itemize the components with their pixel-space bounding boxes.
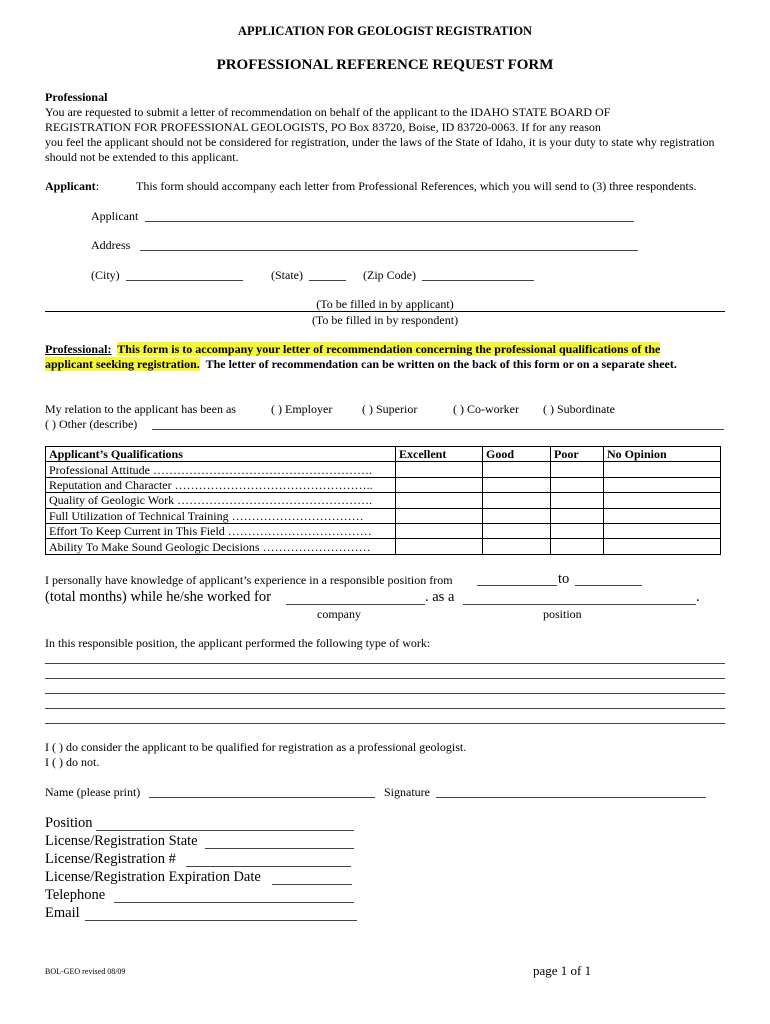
name-print-label: Name (please print) <box>45 785 141 799</box>
rating-cell-excellent[interactable] <box>396 477 483 492</box>
zip-line[interactable] <box>422 280 534 281</box>
note-filled-by-applicant: (To be filled in by applicant) <box>316 297 454 311</box>
relation-option-superior[interactable]: ( ) Superior <box>362 402 418 416</box>
qualification-label: Professional Attitude ………………………………………………. <box>46 462 396 477</box>
table-row <box>46 508 721 523</box>
work-description-line[interactable] <box>45 678 725 679</box>
line-end-period: . <box>696 589 700 605</box>
position-field-line[interactable] <box>96 830 354 831</box>
table-row <box>46 462 721 477</box>
rating-cell-excellent[interactable] <box>396 539 483 554</box>
applicant-section-label: Applicant: <box>45 179 100 193</box>
qualifications-table <box>45 446 721 555</box>
qualification-label: Effort To Keep Current in This Field ……………………………… <box>46 523 396 538</box>
address-field-label: Address <box>91 238 131 252</box>
form-code: BOL-GEO revised 08/09 <box>45 967 126 976</box>
rating-cell-poor[interactable] <box>551 508 604 523</box>
license-expiration-field-line[interactable] <box>272 884 352 885</box>
qualification-label: Reputation and Character ………………………………………….. <box>46 477 396 492</box>
relation-option-other[interactable]: ( ) Other (describe) <box>45 417 138 431</box>
zip-field-label: (Zip Code) <box>363 268 416 282</box>
table-row <box>46 493 721 508</box>
form-header-title: APPLICATION FOR GEOLOGIST REGISTRATION <box>237 24 533 38</box>
city-field-label: (City) <box>91 268 120 282</box>
work-description-line[interactable] <box>45 708 725 709</box>
license-state-field-label: License/Registration State <box>45 833 198 849</box>
intro-line: REGISTRATION FOR PROFESSIONAL GEOLOGISTS, PO Box 83720, Boise, ID 83720-0063. If for any reason <box>45 120 601 134</box>
signature-line[interactable] <box>436 797 706 798</box>
rating-cell-no-opinion[interactable] <box>604 477 721 492</box>
company-line[interactable] <box>286 604 425 605</box>
relation-option-employer[interactable]: ( ) Employer <box>271 402 333 416</box>
header-no-opinion: No Opinion <box>604 447 721 462</box>
license-state-field-line[interactable] <box>205 848 354 849</box>
rating-cell-good[interactable] <box>483 539 551 554</box>
rating-cell-poor[interactable] <box>551 539 604 554</box>
professional-notice-line-1: Professional: This form is to accompany your letter of recommendation concerning the professional qualifications of the <box>45 342 661 356</box>
qualification-label: Full Utilization of Technical Training …………………………… <box>46 508 396 523</box>
rating-cell-no-opinion[interactable] <box>604 539 721 554</box>
header-good: Good <box>483 447 551 462</box>
rating-cell-no-opinion[interactable] <box>604 462 721 477</box>
rating-cell-excellent[interactable] <box>396 462 483 477</box>
license-number-field-line[interactable] <box>186 866 351 867</box>
position-line[interactable] <box>463 604 696 605</box>
rating-cell-excellent[interactable] <box>396 523 483 538</box>
email-field-line[interactable] <box>85 920 357 921</box>
relation-prompt: My relation to the applicant has been as <box>45 402 236 416</box>
other-describe-line[interactable] <box>152 429 724 430</box>
intro-line: You are requested to submit a letter of recommendation on behalf of the applicant to the IDAHO STATE BOARD OF <box>45 105 611 119</box>
applicant-field-label: Applicant <box>91 209 139 223</box>
qualification-label: Quality of Geologic Work …………………………………………. <box>46 493 396 508</box>
to-label: to <box>558 571 570 587</box>
section-divider <box>45 311 725 312</box>
license-expiration-field-label: License/Registration Expiration Date <box>45 869 261 885</box>
intro-line: you feel the applicant should not be considered for registration, under the laws of the State of Idaho, it is your duty to state why registration <box>45 135 715 149</box>
rating-cell-excellent[interactable] <box>396 508 483 523</box>
work-description-line[interactable] <box>45 663 725 664</box>
email-field-label: Email <box>45 905 80 921</box>
license-number-field-label: License/Registration # <box>45 851 176 867</box>
to-date-line[interactable] <box>575 585 642 586</box>
rating-cell-good[interactable] <box>483 508 551 523</box>
table-header-row <box>46 447 721 462</box>
intro-line: should not be extended to this applicant. <box>45 150 239 164</box>
rating-cell-good[interactable] <box>483 493 551 508</box>
form-subtitle: PROFESSIONAL REFERENCE REQUEST FORM <box>216 57 554 73</box>
from-date-line[interactable] <box>477 585 557 586</box>
table-row <box>46 539 721 554</box>
rating-cell-excellent[interactable] <box>396 493 483 508</box>
work-description-line[interactable] <box>45 723 725 724</box>
header-qualifications: Applicant’s Qualifications <box>46 447 396 462</box>
work-type-prompt: In this responsible position, the applicant performed the following type of work: <box>45 636 431 650</box>
consider-not-qualified-option[interactable]: I ( ) do not. <box>45 755 100 769</box>
table-row <box>46 523 721 538</box>
rating-cell-good[interactable] <box>483 477 551 492</box>
rating-cell-good[interactable] <box>483 523 551 538</box>
applicant-section-text: This form should accompany each letter from Professional References, which you will send to (3) three respondents. <box>136 179 697 193</box>
signature-label: Signature <box>384 785 430 799</box>
company-caption: company <box>317 607 361 621</box>
work-description-line[interactable] <box>45 693 725 694</box>
relation-option-coworker[interactable]: ( ) Co-worker <box>453 402 519 416</box>
name-print-line[interactable] <box>149 797 375 798</box>
state-field-label: (State) <box>271 268 303 282</box>
rating-cell-no-opinion[interactable] <box>604 508 721 523</box>
header-poor: Poor <box>551 447 604 462</box>
rating-cell-poor[interactable] <box>551 523 604 538</box>
experience-line-2: (total months) while he/she worked for <box>45 589 271 605</box>
header-excellent: Excellent <box>396 447 483 462</box>
relation-option-subordinate[interactable]: ( ) Subordinate <box>543 402 615 416</box>
state-line[interactable] <box>309 280 346 281</box>
rating-cell-no-opinion[interactable] <box>604 523 721 538</box>
rating-cell-poor[interactable] <box>551 477 604 492</box>
position-field-label: Position <box>45 815 93 831</box>
applicant-name-line[interactable] <box>145 221 634 222</box>
rating-cell-poor[interactable] <box>551 493 604 508</box>
professional-notice-line-2: applicant seeking registration. The letter of recommendation can be written on the back of this form or on a separate sheet. <box>45 357 677 371</box>
position-caption: position <box>543 607 582 621</box>
experience-line-1: I personally have knowledge of applicant’s experience in a responsible position from <box>45 573 453 587</box>
consider-qualified-option[interactable]: I ( ) do consider the applicant to be qualified for registration as a professional geologist. <box>45 740 467 754</box>
table-row <box>46 477 721 492</box>
as-a-label: . as a <box>425 589 455 605</box>
rating-cell-no-opinion[interactable] <box>604 493 721 508</box>
qualification-label: Ability To Make Sound Geologic Decisions ……………………… <box>46 539 396 554</box>
rating-cell-poor[interactable] <box>551 462 604 477</box>
address-line[interactable] <box>140 250 638 251</box>
city-line[interactable] <box>126 280 243 281</box>
note-filled-by-respondent: (To be filled in by respondent) <box>311 313 459 327</box>
telephone-field-line[interactable] <box>114 902 354 903</box>
telephone-field-label: Telephone <box>45 887 106 903</box>
intro-heading: Professional <box>45 90 108 104</box>
rating-cell-good[interactable] <box>483 462 551 477</box>
page-number: page 1 of 1 <box>533 963 592 978</box>
